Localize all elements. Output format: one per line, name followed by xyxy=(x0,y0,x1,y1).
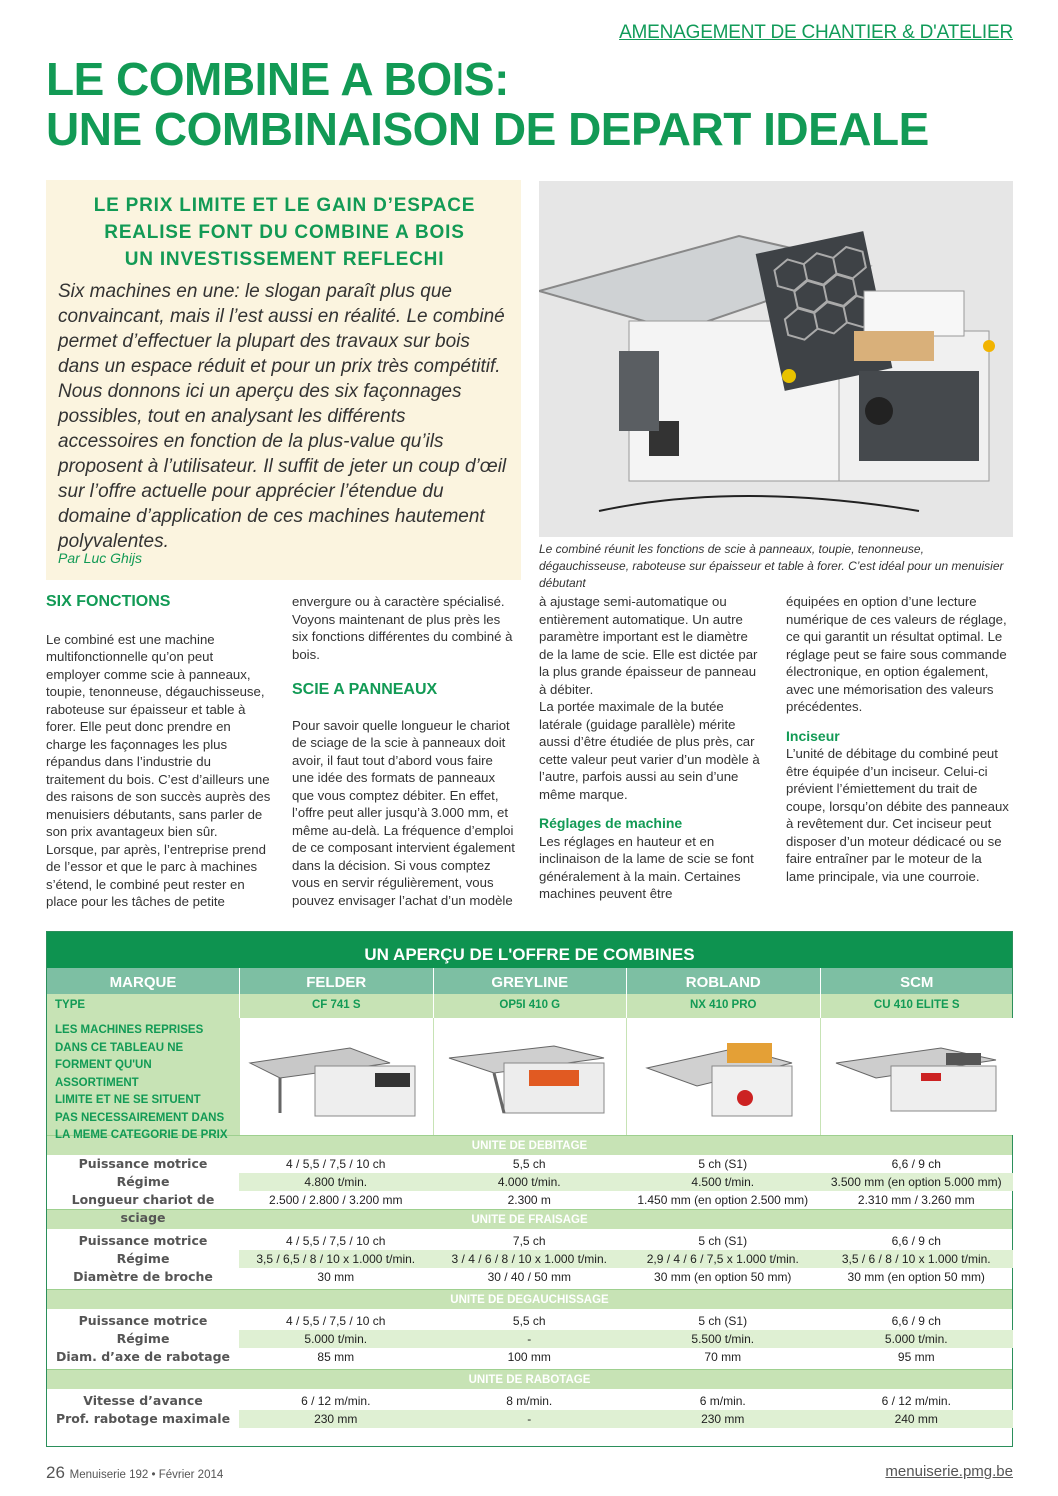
subheading-reglages: Réglages de machine xyxy=(539,815,683,831)
intro-box xyxy=(46,180,521,580)
section-heading-scie-a-panneaux: SCIE A PANNEAUX xyxy=(292,681,438,698)
row-label: Longueur chariot de sciage xyxy=(71,1192,215,1225)
table-cell: 95 mm xyxy=(897,1350,935,1364)
row-label: Régime xyxy=(116,1174,170,1189)
table-cell: 5.000 t/min. xyxy=(239,1330,433,1348)
table-cell: 5,5 ch xyxy=(512,1314,546,1328)
article-column-2 xyxy=(292,593,517,909)
table-cell: 4.000 t/min. xyxy=(433,1173,627,1191)
column-header-marque: MARQUE xyxy=(109,974,177,991)
col2-paragraph-1: envergure ou à caractère spécialisé. Voyons maintenant de plus près les six fonctions différentes du combiné à bois. xyxy=(292,594,513,662)
table-cell: 4.800 t/min. xyxy=(239,1173,433,1191)
row-label: Prof. rabotage maximale xyxy=(55,1411,231,1426)
section-title-rabotage: UNITE DE RABOTAGE xyxy=(47,1369,1012,1389)
robland-values xyxy=(626,1312,820,1369)
table-cell: 6,6 / 9 ch xyxy=(891,1314,941,1328)
scm-values xyxy=(820,1312,1014,1369)
table-note xyxy=(47,1018,239,1141)
comparison-table xyxy=(46,931,1013,1447)
table-cell: 240 mm xyxy=(820,1410,1014,1428)
table-type-row xyxy=(47,994,1012,1018)
section-heading-six-fonctions: SIX FONCTIONS xyxy=(46,593,171,610)
table-cell: 6,6 / 9 ch xyxy=(891,1234,941,1248)
table-cell: 30 mm xyxy=(317,1270,355,1284)
table-row-group xyxy=(47,1389,1012,1429)
table-cell: 6,6 / 9 ch xyxy=(891,1157,941,1171)
table-cell: 6 / 12 m/min. xyxy=(881,1394,951,1408)
type-robland: NX 410 PRO xyxy=(626,994,820,1018)
table-cell: 8 m/min. xyxy=(506,1394,553,1408)
felder-values xyxy=(239,1312,433,1369)
machine-image-scm xyxy=(820,1018,1014,1135)
machine-image-greyline xyxy=(433,1018,627,1135)
greyline-values xyxy=(433,1392,627,1429)
table-header-row xyxy=(47,968,1012,994)
note-line: PAS NECESSAIREMENT DANS xyxy=(55,1111,225,1124)
subheading-inciseur: Inciseur xyxy=(786,727,840,744)
table-cell: 230 mm xyxy=(626,1410,820,1428)
section-rubric[interactable]: AMENAGEMENT DE CHANTIER & D'ATELIER xyxy=(619,22,1013,43)
col3-paragraph-2: La portée maximale de la butée latérale (guidage parallèle) mérite aussi d’être étudiée de plus près, car cette valeur peut varier d’un modèle à l’autre, parfois aussi au sein d’une même marque. xyxy=(539,699,760,802)
article-column-1 xyxy=(46,593,271,911)
table-cell: 30 / 40 / 50 mm xyxy=(487,1270,571,1284)
greyline-values xyxy=(433,1312,627,1369)
table-cell: 85 mm xyxy=(317,1350,355,1364)
title-line-1: LE COMBINE A BOIS: xyxy=(46,53,509,105)
article-column-4 xyxy=(786,593,1011,885)
table-cell: 6 m/min. xyxy=(699,1394,746,1408)
row-labels xyxy=(47,1155,239,1225)
scm-values xyxy=(820,1232,1014,1289)
col4-paragraph-1: équipées en option d’une lecture numérique de ces valeurs de réglage, ce qui garantit un résultat optimal. Le réglage peut se faire sous commande électronique, en option également, avec une mémorisation des valeurs précédentes. xyxy=(786,594,1007,714)
article-column-3 xyxy=(539,593,764,903)
note-line: LA MEME CATEGORIE DE PRIX xyxy=(55,1129,228,1141)
machine-image-felder xyxy=(239,1018,433,1135)
table-cell: 4 / 5,5 / 7,5 / 10 ch xyxy=(286,1314,386,1328)
note-line: LIMITE ET NE SE SITUENT xyxy=(55,1094,201,1106)
col2-paragraph-2: Pour savoir quelle longueur le chariot de sciage de la scie à panneaux doit avoir, il faut tout d’abord vous faire une idée des formats de panneaux que vous comptez débiter. En effet, l’offre peut aller jusqu’à 3.000 mm, et même au-delà. La fréquence d’emploi de ce composant intervient également dans la décision. Si vous comptez vous en servir régulièrement, vous pouvez envisager l’achat d’un modèle xyxy=(292,717,515,908)
greyline-values xyxy=(433,1155,627,1209)
table-cell: 5.000 t/min. xyxy=(820,1330,1014,1348)
title-line-2: UNE COMBINAISON DE DEPART IDEALE xyxy=(46,103,929,155)
website-link[interactable]: menuiserie.pmg.be xyxy=(885,1463,1013,1480)
col3-paragraph-1: à ajustage semi-automatique ou entièrement automatique. Un autre paramètre important est le diamètre de la lame de scie. Elle est dictée par la plus grande épaisseur de panneau à débiter. xyxy=(539,594,758,697)
table-cell: 100 mm xyxy=(507,1350,551,1364)
brand-felder: FELDER xyxy=(239,968,433,994)
row-labels xyxy=(47,1312,239,1369)
table-cell: - xyxy=(433,1330,627,1348)
table-cell: 2,9 / 4 / 6 / 7,5 x 1.000 t/min. xyxy=(626,1250,820,1268)
felder-values xyxy=(239,1392,433,1429)
brand-scm: SCM xyxy=(820,968,1014,994)
table-cell: 2.310 mm / 3.260 mm xyxy=(857,1193,975,1207)
brand-greyline: GREYLINE xyxy=(433,968,627,994)
col1-paragraph: Le combiné est une machine multifonctionnelle qu’on peut employer comme scie à panneaux, toupie, tenonneuse, dégauchisseuse, raboteuse sur épaisseur et table à forer. Elle peut donc prendre en charge les façonnages les plus répandus dans l’industrie du traitement du bois. C’est d’ailleurs une des raisons de son succès auprès des menuisiers débutants, sans parler de son prix avantageux bien sûr. Lorsque, par après, l’entreprise prend de l’essor et que le parc à machines s’étend, le combiné peut rester en place pour les tâches de petite xyxy=(46,631,271,909)
row-label: Diamètre de broche xyxy=(73,1269,213,1284)
type-scm: CU 410 ELITE S xyxy=(820,994,1014,1018)
note-line: DANS CE TABLEAU NE xyxy=(55,1041,184,1054)
page-number: 26 xyxy=(46,1463,65,1482)
table-image-row xyxy=(47,1018,1012,1141)
note-line: FORMENT QU'UN ASSORTIMENT xyxy=(55,1059,152,1089)
type-label: TYPE xyxy=(55,999,86,1011)
intro-text: Six machines en une: le slogan paraît plus que convaincant, mais il l’est aussi en réalité. Le combiné permet d’effectuer la plupart des travaux sur bois dans un espace réduit et pour un prix très compétitif. Nous donnons ici un aperçu des six façonnages possibles, tout en analysant les différents accessoires en fonction de la plus-value qu’ils proposent à l’utilisateur. Il suffit de jeter un coup d’œil sur l’offre actuelle pour apprécier l’étendue du domaine d’application de ces machines hautement polyvalentes. xyxy=(58,281,507,552)
table-cell: 3.500 mm (en option 5.000 mm) xyxy=(820,1173,1014,1191)
photo-caption: Le combiné réunit les fonctions de scie à panneaux, toupie, tenonneuse, dégauchisseuse, raboteuse sur épaisseur et table à forer. C’est idéal pour un menuisier débutant xyxy=(539,542,1004,590)
table-cell: 4.500 t/min. xyxy=(626,1173,820,1191)
col4-paragraph-2: L’unité de débitage du combiné peut être équipée d’un inciseur. Celui-ci prévient l’émiettement du trait de coupe, lorsqu’on débite des panneaux à revêtement dur. Cet inciseur peut disposer d’un moteur dédicacé ou se faire entraîner par le moteur de la lame principale, via une courroie. xyxy=(786,746,1009,884)
section-title-fraisage: UNITE DE FRAISAGE xyxy=(47,1209,1012,1229)
scm-values xyxy=(820,1392,1014,1429)
table-row-group xyxy=(47,1309,1012,1369)
row-label: Puissance motrice xyxy=(78,1233,208,1248)
table-cell: - xyxy=(433,1410,627,1428)
table-cell: 1.450 mm (en option 2.500 mm) xyxy=(637,1193,809,1207)
table-cell: 30 mm (en option 50 mm) xyxy=(847,1270,985,1284)
row-labels xyxy=(47,1392,239,1429)
row-label: Régime xyxy=(116,1251,170,1266)
section-title-debitage: UNITE DE DEBITAGE xyxy=(47,1135,1012,1155)
felder-values xyxy=(239,1232,433,1289)
intro-heading-line-3: UN INVESTISSEMENT REFLECHI xyxy=(124,249,445,270)
robland-values xyxy=(626,1392,820,1429)
machine-illustration xyxy=(539,181,1013,537)
row-label: Vitesse d’avance xyxy=(83,1393,203,1408)
note-line: LES MACHINES REPRISES xyxy=(55,1024,204,1036)
greyline-values xyxy=(433,1232,627,1289)
intro-heading-line-2: REALISE FONT DU COMBINE A BOIS xyxy=(104,222,465,243)
row-label: Puissance motrice xyxy=(78,1156,208,1171)
table-cell: 230 mm xyxy=(239,1410,433,1428)
table-cell: 3,5 / 6 / 8 / 10 x 1.000 t/min. xyxy=(820,1250,1014,1268)
table-cell: 4 / 5,5 / 7,5 / 10 ch xyxy=(286,1157,386,1171)
robland-values xyxy=(626,1155,820,1209)
brand-robland: ROBLAND xyxy=(626,968,820,994)
table-cell: 5 ch (S1) xyxy=(698,1314,748,1328)
footer-left xyxy=(46,1463,223,1483)
table-cell: 70 mm xyxy=(704,1350,742,1364)
row-labels xyxy=(47,1232,239,1289)
col3-paragraph-3: Les réglages en hauteur et en inclinaison de la lame de scie se font généralement à la main. Certaines machines peuvent être xyxy=(539,833,754,901)
scm-values xyxy=(820,1155,1014,1209)
table-row-group xyxy=(47,1229,1012,1289)
row-label: Régime xyxy=(116,1331,170,1346)
machine-image-robland xyxy=(626,1018,820,1135)
table-cell: 6 / 12 m/min. xyxy=(301,1394,371,1408)
table-cell: 5.500 t/min. xyxy=(626,1330,820,1348)
table-cell: 5 ch (S1) xyxy=(698,1157,748,1171)
intro-heading-line-1: LE PRIX LIMITE ET LE GAIN D’ESPACE xyxy=(93,195,476,216)
felder-values xyxy=(239,1155,433,1209)
section-title-degauchissage: UNITE DE DEGAUCHISSAGE xyxy=(47,1289,1012,1309)
robland-values xyxy=(626,1232,820,1289)
intro-heading xyxy=(58,192,511,273)
type-felder: CF 741 S xyxy=(239,994,433,1018)
combined-machine-photo xyxy=(539,181,1013,537)
table-cell: 3,5 / 6,5 / 8 / 10 x 1.000 t/min. xyxy=(239,1250,433,1268)
table-cell: 2.300 m xyxy=(507,1193,551,1207)
row-label: Diam. d’axe de rabotage xyxy=(56,1349,230,1364)
table-cell: 7,5 ch xyxy=(512,1234,546,1248)
table-cell: 5,5 ch xyxy=(512,1157,546,1171)
author-byline: Par Luc Ghijs xyxy=(58,550,143,566)
table-title: UN APERÇU DE L'OFFRE DE COMBINES xyxy=(47,932,1012,968)
page-title xyxy=(46,54,1026,154)
table-cell: 3 / 4 / 6 / 8 / 10 x 1.000 t/min. xyxy=(433,1250,627,1268)
table-cell: 4 / 5,5 / 7,5 / 10 ch xyxy=(286,1234,386,1248)
table-cell: 5 ch (S1) xyxy=(698,1234,748,1248)
type-greyline: OP5I 410 G xyxy=(433,994,627,1018)
row-label: Puissance motrice xyxy=(78,1313,208,1328)
table-cell: 30 mm (en option 50 mm) xyxy=(654,1270,792,1284)
magazine-issue: Menuiserie 192 • Février 2014 xyxy=(69,1469,224,1481)
table-cell: 2.500 / 2.800 / 3.200 mm xyxy=(269,1193,403,1207)
